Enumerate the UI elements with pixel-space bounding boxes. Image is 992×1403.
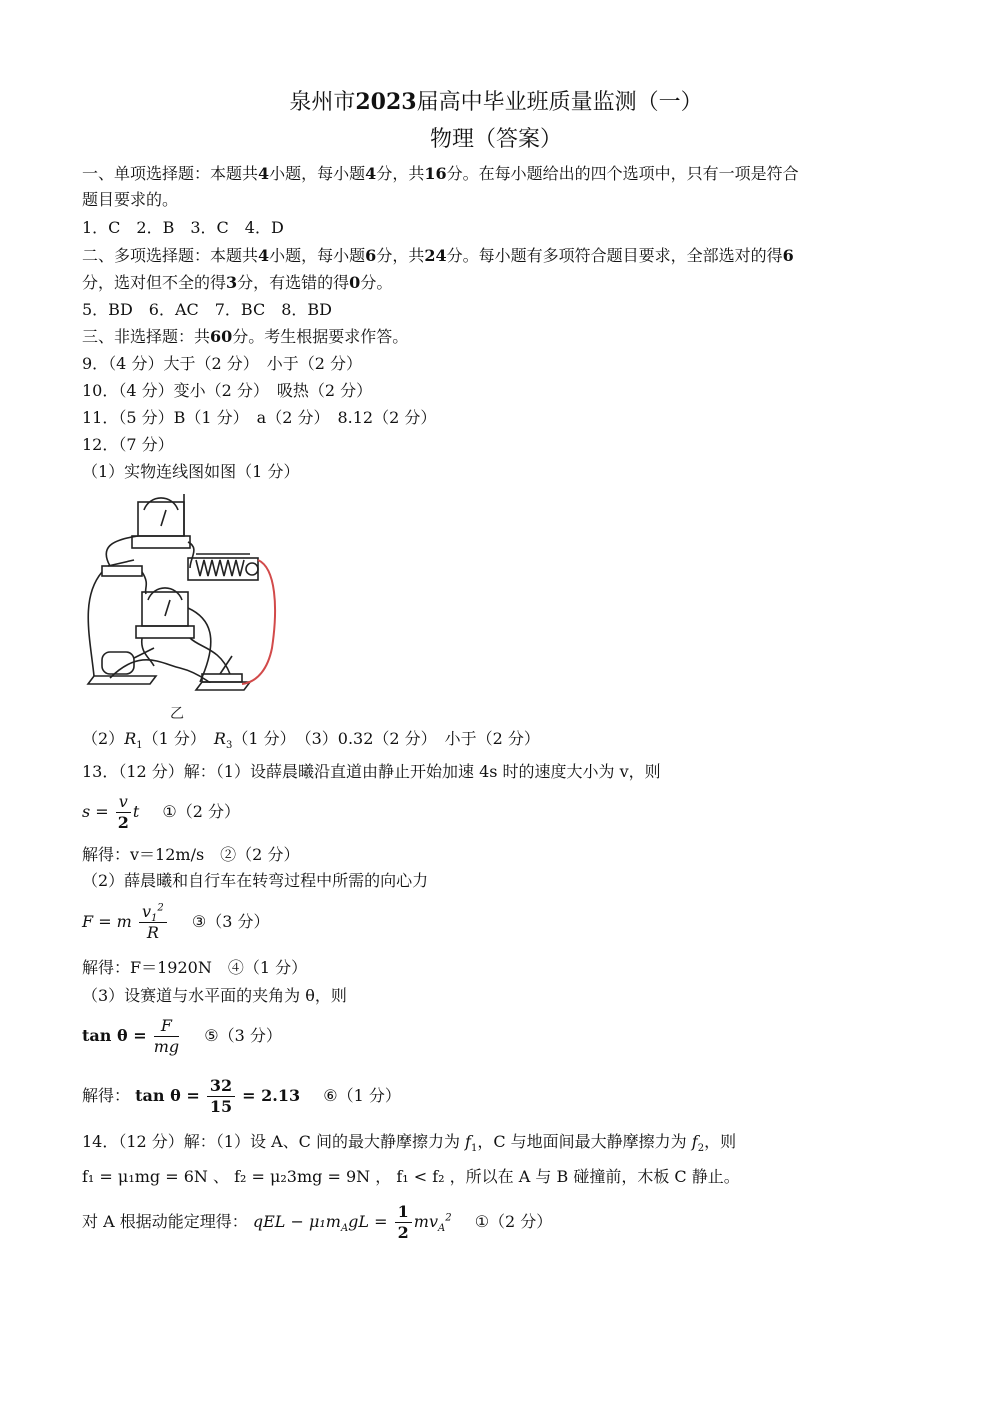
page-subtitle: 物理（答案） [429,127,562,152]
section-3-heading: 三、非选择题：共60分。考生根据要求作答。 [82,327,409,346]
q13-formula-1: s = $\frac{v}{2}$ t ①（2 分） [82,792,240,832]
q13-formula-2: F = m $\frac{v_1^2}{R}$ ③（3 分） [82,902,270,942]
q14-formula-1: 对 A 根据动能定理得： qEL − $\mu_1m_AgL$ = $\frac{1}{2}$ $mv_A^2$ ①（2 分） [82,1202,553,1242]
q12-part2: $(2)R_1(1$ 分） $R_3(1$ 分） （3）0.32（2 分） 小于（2 分） [82,729,540,752]
section-1-heading-cont: 题目要求的。 [82,190,179,209]
q14-line-2: f₁ = μ₁mg = 6N 、 f₂ = μ₂3mg = 9N ， f₁ < f₂ ，所以在 A 与 B 碰撞前，木板 C 静止。 [82,1167,740,1186]
q13-part2: （2）薛晨曦和自行车在转弯过程中所需的向心力 [82,871,429,890]
q11-answer: 11．（5 分）B（1 分） a（2 分） 8.12（2 分） [82,408,437,427]
section-2-heading: 二、多项选择题：本题共4小题，每小题6分，共24分。每小题有多项符合题目要求，全部选对的得6 [82,246,794,265]
q10-answer: 10．（4 分）变小（2 分） 吸热（2 分） [82,381,373,400]
q13-part3: （3）设赛道与水平面的夹角为 θ，则 [82,986,347,1005]
q13-result-1: 解得：v＝12m/s ②（2 分） [82,845,300,864]
page-title: 泉州市2023届高中毕业班质量监测（一） [289,89,703,115]
q12-heading: 12．（7 分） [82,435,174,454]
q13-result-2: 解得：F＝1920N ④（1 分） [82,958,308,977]
section-2-answers: 5．BD 6．AC 7．BC 8．BD [82,300,332,319]
q9-answer: 9．（4 分）大于（2 分） 小于（2 分） [82,354,362,373]
figure-label: 乙 [170,706,184,722]
circuit-figure [80,488,290,724]
q13-result-3: 解得： tan θ = $\frac{32}{15}$ = 2.13 ⑥（1 分） [82,1076,401,1116]
q12-part1: （1）实物连线图如图（1 分） [82,462,300,481]
section-2-heading-cont: 分，选对但不全的得3分，有选错的得0分。 [82,273,393,292]
section-1-heading: 一、单项选择题：本题共4小题，每小题4分，共16分。在每小题给出的四个选项中，只有一项是符合 [82,164,799,183]
q13-heading: 13．（12 分）解：（1）设薛晨曦沿直道由静止开始加速 4s 时的速度大小为 v，则 [82,762,661,781]
q13-formula-3: tan θ = $\frac{F}{mg}$ ⑤（3 分） [82,1016,282,1056]
q14-heading: 14．（12 分）解：（1）设 A、C 间的最大静摩擦力为 $f_1$，C 与地面间最大静摩擦力为 $f_2$，则 [82,1132,737,1155]
section-1-answers: 1．C 2．B 3．C 4．D [82,218,284,237]
circuit-diagram-icon [80,488,290,724]
